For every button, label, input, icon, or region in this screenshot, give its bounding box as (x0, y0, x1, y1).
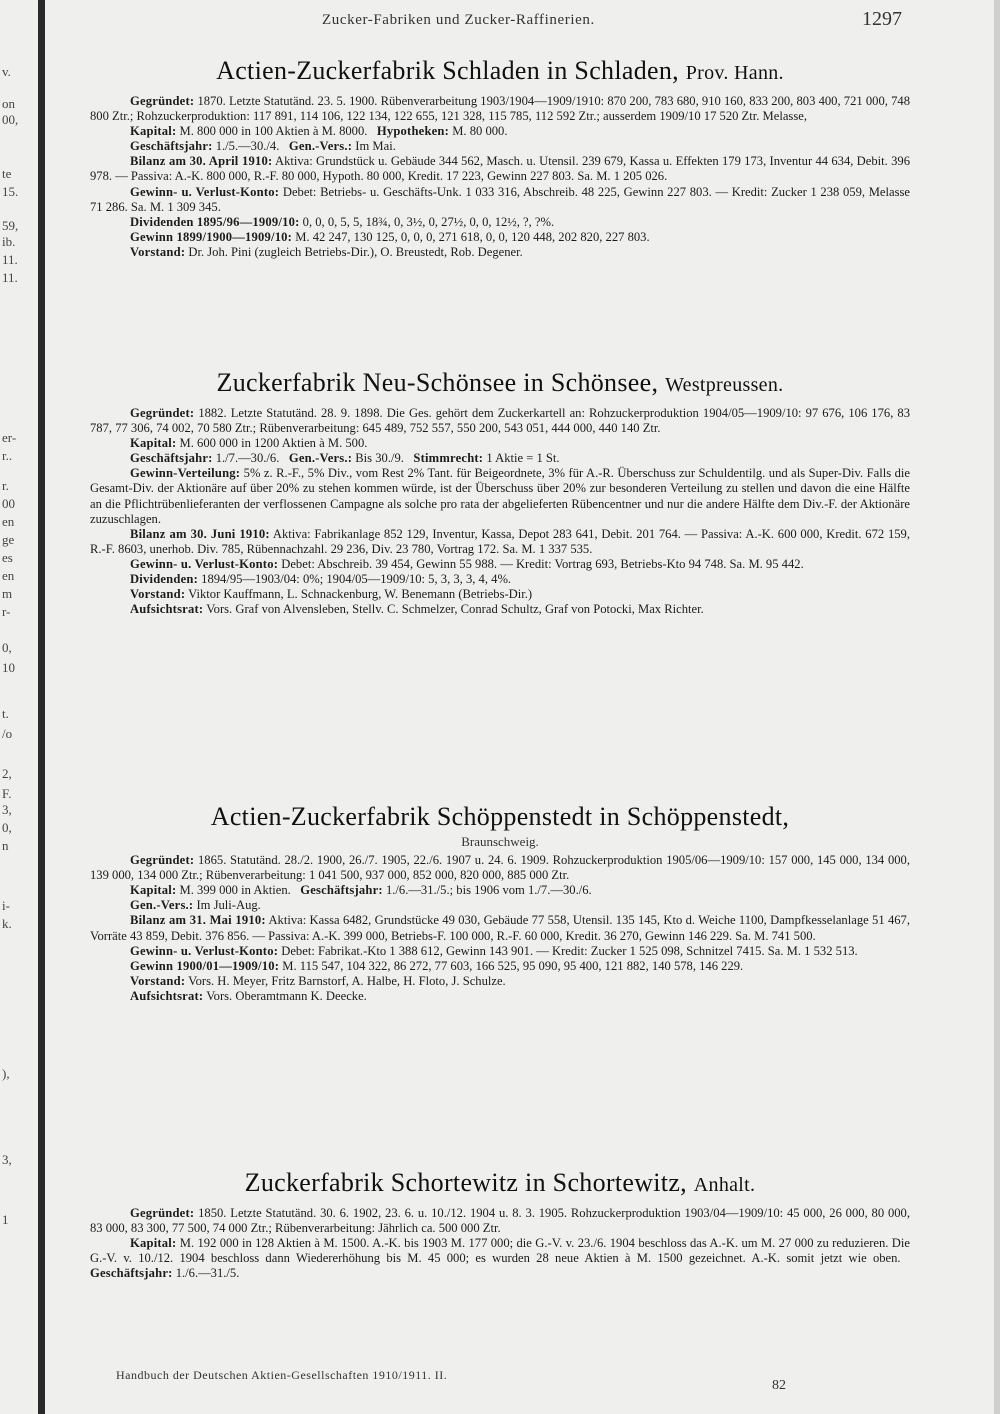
field-label: Gegründet: (130, 853, 195, 868)
margin-fragment: en (2, 568, 15, 583)
margin-fragment: ib. (2, 234, 16, 249)
company-name: Actien-Zuckerfabrik Schladen in Schladen, (216, 56, 679, 85)
entry-paragraph (90, 959, 910, 974)
margin-fragment: 11. (2, 270, 18, 285)
field-text: Aktiva: Grundstück u. Gebäude 344 562, Masch. u. Utensil. 239 679, Kassa u. Effekten 179 173, Inventur 44 634, Debit. 396 978. — Passiva: A.-K. 800 000, R.-F. 80 000, Hypoth. 80 000, Kredit. 17 223, Gewinn 227 803. Sa. M. 1 205 026. (90, 154, 910, 184)
margin-fragment: v. (2, 64, 11, 79)
field-text: Debet: Fabrikat.-Kto 1 388 612, Gewinn 143 901. — Kredit: Zucker 1 525 098, Schnitzel 7415. Sa. M. 1 532 513. (281, 943, 858, 958)
entry-paragraph (90, 466, 910, 526)
entry-paragraph (90, 94, 910, 124)
margin-fragment: n (2, 838, 9, 853)
field-label: Bilanz am 31. Mai 1910: (130, 913, 266, 928)
field-text: 1870. Letzte Statutänd. 23. 5. 1900. Rübenverarbeitung 1903/1904—1909/1910: 870 200, 783 680, 910 160, 833 200, 803 400, 721 000, 748 800 Ztr.; Rohzuckerproduktion: 117 891, 114 106, 122 134, 122 655, 121 328, 115 785, 112 592 Ztr.; ausserdem 1909/10 17 520 Ztr. Melasse, (90, 94, 910, 124)
margin-fragment: r- (2, 604, 11, 619)
company-name: Zuckerfabrik Schortewitz in Schortewitz, (244, 1168, 687, 1197)
signature-mark: 82 (772, 1378, 786, 1393)
company-title (90, 1168, 910, 1200)
margin-fragment: m (2, 586, 13, 601)
field-text: 1882. Letzte Statutänd. 28. 9. 1898. Die Ges. gehört dem Zuckerkartell an: Rohzuckerproduktion 1904/05—1909/10: 97 676, 106 176, 83 787, 77 306, 74 002, 70 580 Ztr.; Rübenverarbeitung: 645 489, 752 557, 550 200, 543 051, 444 000, 440 140 Ztr. (90, 406, 910, 436)
margin-fragment: er- (2, 430, 17, 445)
margin-fragment: ge (2, 532, 15, 547)
entry-paragraph (90, 230, 910, 245)
field-text: M. 800 000 in 100 Aktien à M. 8000. (179, 124, 368, 139)
field-text: M. 600 000 in 1200 Aktien à M. 500. (179, 436, 368, 451)
page-gutter (38, 0, 45, 1414)
field-label: Geschäftsjahr: (300, 883, 383, 898)
field-label: Vorstand: (130, 587, 186, 602)
field-label: Gegründet: (130, 406, 195, 420)
field-label: Dividenden: (130, 572, 198, 587)
margin-fragment: 0, (2, 820, 12, 835)
field-text: Aktiva: Fabrikanlage 852 129, Inventur, Kassa, Depot 283 641, Debit. 201 764. — Passiva: A.-K. 600 000, Kredit. 672 159, R.-F. 8603, unerhob. Div. 785, Rübennachzahl. 29 236, Div. 23 780, Vortrag 172. Sa. M. 1 337 535. (90, 526, 910, 556)
margin-fragment: 11. (2, 252, 18, 267)
field-label: Dividenden 1895/96—1909/10: (130, 214, 300, 229)
field-text: M. 192 000 in 128 Aktien à M. 1500. A.-K. bis 1903 M. 177 000; die G.-V. v. 23./6. 1904 beschloss das A.-K. um M. 27 000 zu reduzieren. Die G.-V. v. 10./12. 1904 beschloss dann Wiedererhöhung bis M. 45 000; es wurden 28 neue Aktien à M. 1500 gezeichnet. A.-K. somit jetzt wie oben. (90, 1236, 910, 1266)
field-label: Hypotheken: (376, 124, 450, 139)
field-label: Aufsichtsrat: (130, 602, 204, 617)
page-footer: Handbuch der Deutschen Aktien-Gesellschaften 1910/1911. II. (116, 1368, 448, 1382)
margin-fragment: F. (2, 786, 12, 801)
field-text: 1850. Letzte Statutänd. 30. 6. 1902, 23. 6. u. 10./12. 1904 u. 8. 3. 1905. Rohzuckerproduktion 1903/04—1909/10: 45 000, 26 000, 80 000, 83 000, 83 300, 77 500, 74 000 Ztr.; Rübenverarbeitung: Jährlich ca. 500 000 Ztr. (90, 1206, 910, 1236)
margin-fragment: 00 (2, 496, 15, 511)
field-text: M. 80 000. (452, 124, 508, 139)
page-number: 1297 (862, 8, 902, 30)
company-title (90, 802, 910, 832)
field-label: Gen.-Vers.: (130, 898, 194, 913)
field-text: Vors. Oberamtmann K. Deecke. (206, 988, 367, 1003)
field-text: Debet: Betriebs- u. Geschäfts-Unk. 1 033 316, Abschreib. 48 225, Gewinn 227 803. — Kredit: Zucker 1 238 059, Melasse 71 286. Sa. M. 1 309 345. (90, 184, 910, 214)
field-label: Vorstand: (130, 973, 186, 988)
field-label: Gewinn 1899/1900—1909/10: (130, 229, 293, 244)
field-label: Kapital: (130, 124, 177, 139)
entry-paragraph (90, 406, 910, 436)
field-text: Vors. Graf von Alvensleben, Stellv. C. Schmelzer, Conrad Schultz, Graf von Potocki, Max Richter. (206, 602, 704, 617)
field-text: 1./6.—31./5. (175, 1266, 240, 1281)
field-label: Gegründet: (130, 1206, 195, 1220)
running-head (92, 8, 912, 36)
field-text: Viktor Kauffmann, L. Schnackenburg, W. Benemann (Betriebs-Dir.) (188, 587, 533, 602)
company-region: Westpreussen. (665, 374, 784, 396)
entry-paragraph (90, 1206, 910, 1236)
field-text: 5% z. R.-F., 5% Div., vom Rest 2% Tant. für Beigeordnete, 3% für A.-R. Überschuss zur Schuldentilg. und als Super-Div. Falls die Gesamt-Div. der Aktionäre auf über 20% zu stehen kommen würde, ist der Überschuss über 20% zur besonderen Verteilung zu stellen und davon die eine Hälfte an die Pflichtrübenlieferanten der verflossenen Campagne als solche pro rata der abgelieferten Rübencentner und nur die andere Hälfte dem Div.-F. der Aktionäre zuzuschlagen. (90, 466, 910, 526)
field-text: 1./7.—30./6. (215, 451, 280, 466)
field-label: Aufsichtsrat: (130, 988, 204, 1003)
field-label: Geschäftsjahr: (90, 1266, 173, 1281)
company-region: Prov. Hann. (685, 62, 784, 84)
margin-fragment: 3, (2, 802, 12, 817)
field-text: 1./6.—31./5.; bis 1906 vom 1./7.—30./6. (385, 883, 592, 898)
field-label: Kapital: (130, 883, 177, 898)
entry-paragraph (90, 215, 910, 230)
field-label: Gewinn- u. Verlust-Konto: (130, 943, 279, 958)
company-title (90, 368, 910, 400)
entry-paragraph (90, 557, 910, 572)
entry-paragraph (90, 245, 910, 260)
field-label: Gewinn-Verteilung: (130, 466, 241, 481)
field-label: Kapital: (130, 436, 177, 451)
entry-paragraph (90, 451, 910, 466)
field-text: M. 115 547, 104 322, 86 272, 77 603, 166 525, 95 090, 95 400, 121 882, 140 578, 146 229. (282, 958, 744, 973)
margin-fragment: 2, (2, 766, 12, 781)
margin-fragment: te (2, 166, 12, 181)
margin-fragment: ), (2, 1066, 10, 1081)
field-label: Gegründet: (130, 94, 195, 108)
entry-paragraph (90, 853, 910, 883)
margin-fragment: 1 (2, 1212, 9, 1227)
margin-fragment: r. (2, 478, 9, 493)
field-label: Gewinn 1900/01—1909/10: (130, 958, 280, 973)
entry-paragraph (90, 989, 910, 1004)
entry-paragraph (90, 913, 910, 943)
company-name: Zuckerfabrik Neu-Schönsee in Schönsee, (216, 368, 659, 397)
field-text: M. 399 000 in Aktien. (179, 883, 291, 898)
field-label: Geschäftsjahr: (130, 451, 213, 466)
field-text: 0, 0, 0, 5, 5, 18¾, 0, 3½, 0, 27½, 0, 0, 12½, ?, ?%. (302, 214, 555, 229)
company-entry (90, 802, 910, 1004)
entry-paragraph (90, 124, 910, 139)
entry-paragraph (90, 898, 910, 913)
field-text: 1894/95—1903/04: 0%; 1904/05—1909/10: 5, 3, 3, 3, 4, 4%. (201, 572, 512, 587)
margin-fragment: /o (2, 726, 13, 741)
page-edge (994, 0, 1000, 1414)
company-entry (90, 368, 910, 617)
company-name: Actien-Zuckerfabrik Schöppenstedt in Schöppenstedt, (210, 802, 790, 831)
field-text: M. 42 247, 130 125, 0, 0, 0, 271 618, 0, 0, 120 448, 202 820, 227 803. (295, 229, 650, 244)
entry-paragraph (90, 974, 910, 989)
field-text: Im Juli-Aug. (196, 898, 261, 913)
margin-fragment: i- (2, 898, 10, 913)
entry-paragraph (90, 572, 910, 587)
margin-fragment: 59, (2, 218, 19, 233)
field-text: 1 Aktie = 1 St. (486, 451, 560, 466)
entry-paragraph (90, 587, 910, 602)
margin-fragment: 3, (2, 1152, 12, 1167)
entry-paragraph (90, 883, 910, 898)
entry-paragraph (90, 944, 910, 959)
margin-fragment: 00, (2, 112, 19, 127)
entry-paragraph (90, 139, 910, 154)
field-text: Bis 30./9. (355, 451, 404, 466)
company-title (90, 56, 910, 88)
margin-fragment: 0, (2, 640, 12, 655)
margin-fragment: 15. (2, 184, 19, 199)
entry-paragraph (90, 1236, 910, 1281)
company-region: Anhalt. (693, 1174, 756, 1196)
margin-fragment: t. (2, 706, 9, 721)
field-text: Vors. H. Meyer, Fritz Barnstorf, A. Halbe, H. Floto, J. Schulze. (188, 973, 506, 988)
left-margin-fragments (0, 0, 38, 1414)
entry-paragraph (90, 527, 910, 557)
field-label: Kapital: (130, 1236, 177, 1251)
entry-paragraph (90, 602, 910, 617)
field-text: 1865. Statutänd. 28./2. 1900, 26./7. 1905, 22./6. 1907 u. 24. 6. 1909. Rohzuckerproduktion 1905/06—1909/10: 157 000, 145 000, 134 000, 139 000, 134 000 Ztr.; Rübenverarbeitung: 1 041 500, 937 000, 852 000, 820 000, 885 000 Ztr. (90, 853, 910, 883)
field-text: Debet: Abschreib. 39 454, Gewinn 55 988. — Kredit: Vortrag 693, Betriebs-Kto 94 748. Sa. M. 95 442. (281, 556, 804, 571)
field-label: Gewinn- u. Verlust-Konto: (130, 184, 280, 199)
margin-fragment: 10 (2, 660, 15, 675)
field-label: Gen.-Vers.: (288, 139, 353, 154)
field-text: Im Mai. (355, 139, 396, 154)
entry-paragraph (90, 185, 910, 215)
margin-fragment: es (2, 550, 13, 565)
field-text: Aktiva: Kassa 6482, Grundstücke 49 030, Gebäude 77 558, Utensil. 135 145, Kto d. Weiche 1100, Dampfkesselanlage 51 467, Vorräte 43 859, Debit. 376 856. — Passiva: A.-K. 399 000, Betriebs-F. 100 000, R.-F. 60 000, Kredit. 36 270, Gewinn 146 229. Sa. M. 741 500. (90, 913, 910, 943)
entry-paragraph (90, 154, 910, 184)
field-label: Bilanz am 30. April 1910: (130, 154, 273, 169)
entry-paragraph (90, 436, 910, 451)
field-label: Gen.-Vers.: (288, 451, 353, 466)
field-label: Geschäftsjahr: (130, 139, 213, 154)
field-label: Vorstand: (130, 244, 186, 259)
field-label: Bilanz am 30. Juni 1910: (130, 526, 270, 541)
field-text: Dr. Joh. Pini (zugleich Betriebs-Dir.), O. Breustedt, Rob. Degener. (188, 244, 523, 259)
field-text: 1./5.—30./4. (215, 139, 280, 154)
margin-fragment: k. (2, 916, 12, 931)
field-label: Stimmrecht: (413, 451, 484, 466)
company-entry (90, 1168, 910, 1281)
margin-fragment: en (2, 514, 15, 529)
field-label: Gewinn- u. Verlust-Konto: (130, 556, 279, 571)
margin-fragment: r.. (2, 448, 13, 463)
company-entry (90, 56, 910, 260)
company-region: Braunschweig. (461, 834, 539, 849)
margin-fragment: on (2, 96, 15, 111)
running-head-title: Zucker-Fabriken und Zucker-Raffinerien. (322, 12, 595, 28)
